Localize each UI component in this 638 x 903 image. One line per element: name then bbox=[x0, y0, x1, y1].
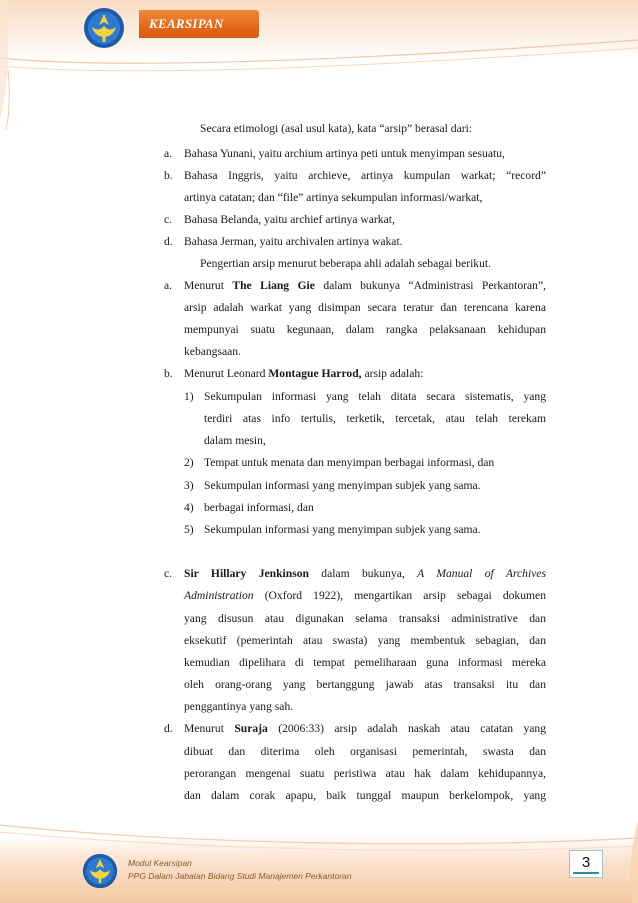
list-item-continuation: artinya catatan; dan “file” artinya sekumpulan informasi/warkat, bbox=[184, 191, 483, 204]
sub-item-continuation: dalam mesin, bbox=[204, 434, 266, 447]
author-name: Sir Hillary Jenkinson bbox=[184, 567, 309, 580]
sub-item: berbagai informasi, dan bbox=[204, 501, 314, 514]
sub-item-number: 2) bbox=[184, 456, 194, 469]
definition-a-line: mempunyai suatu kegunaan, dalam rangka pelaksanaan kehidupan bbox=[184, 323, 546, 336]
definition-d-line: dan dalam corak apapu, baik tunggal maupun berkelompok, yang bbox=[184, 789, 546, 802]
list-item: Bahasa Inggris, yaitu archieve, artinya kumpulan warkat; “record” bbox=[184, 169, 546, 182]
footer-module-title: Modul Kearsipan bbox=[128, 858, 192, 868]
sub-item: Sekumpulan informasi yang menyimpan subjek yang sama. bbox=[204, 523, 481, 536]
sub-item: Sekumpulan informasi yang menyimpan subjek yang sama. bbox=[204, 479, 481, 492]
definition-a-line: Menurut The Liang Gie dalam bukunya “Administrasi Perkantoran”, bbox=[184, 279, 546, 292]
sub-item: Sekumpulan informasi yang telah ditata secara sistematis, yang bbox=[204, 390, 546, 403]
sub-item-number: 5) bbox=[184, 523, 194, 536]
list-marker: b. bbox=[164, 367, 173, 380]
list-marker: d. bbox=[164, 235, 173, 248]
list-marker: b. bbox=[164, 169, 173, 182]
list-marker: a. bbox=[164, 147, 173, 160]
intro-sentence: Secara etimologi (asal usul kata), kata “arsip” berasal dari: bbox=[200, 122, 473, 135]
definition-b-line: Menurut Leonard Montague Harrod, arsip adalah: bbox=[184, 367, 424, 380]
definitions-intro: Pengertian arsip menurut beberapa ahli adalah sebagai berikut. bbox=[200, 257, 492, 270]
definition-c-line: Administration (Oxford 1922), mengartikan arsip sebagai dokumen bbox=[184, 589, 546, 602]
list-item: Bahasa Yunani, yaitu archium artinya peti untuk menyimpan sesuatu, bbox=[184, 147, 505, 160]
book-title: Administration bbox=[184, 589, 254, 602]
list-marker: a. bbox=[164, 279, 173, 292]
definition-d-line: perorangan mengenai suatu peristiwa atau hak dalam kehidupannya, bbox=[184, 767, 546, 780]
list-item: Bahasa Jerman, yaitu archivalen artinya wakat. bbox=[184, 235, 403, 248]
definition-d-line: dibuat dan diterima oleh organisasi pemerintah, swasta dan bbox=[184, 745, 546, 758]
definition-d-line: Menurut Suraja (2006:33) arsip adalah naskah atau catatan yang bbox=[184, 722, 546, 735]
definition-a-line: kebangsaan. bbox=[184, 345, 241, 358]
list-marker: c. bbox=[164, 567, 173, 580]
sub-item-number: 3) bbox=[184, 479, 194, 492]
list-item: Bahasa Belanda, yaitu archief artinya warkat, bbox=[184, 213, 395, 226]
sub-item: Tempat untuk menata dan menyimpan berbagai informasi, dan bbox=[204, 456, 495, 469]
page-number: 3 bbox=[569, 850, 603, 878]
author-name: The Liang Gie bbox=[232, 279, 315, 292]
header-title: KEARSIPAN bbox=[139, 10, 259, 38]
definition-c-line: yang disusun atau digunakan selama transaksi administrative dan bbox=[184, 612, 546, 625]
list-marker: d. bbox=[164, 722, 173, 735]
list-marker: c. bbox=[164, 213, 173, 226]
sub-item-number: 4) bbox=[184, 501, 194, 514]
author-name: Suraja bbox=[234, 722, 268, 735]
definition-c-line: eksekutif (pemerintah atau swasta) yang membentuk sebagian, dan bbox=[184, 634, 546, 647]
definition-c-line: penggantinya yang sah. bbox=[184, 700, 294, 713]
definition-c-line: Sir Hillary Jenkinson dalam bukunya, A Manual of Archives bbox=[184, 567, 546, 580]
footer-program-title: PPG Dalam Jabatan Bidang Studi Manajemen Perkantoran bbox=[128, 871, 352, 881]
definition-c-line: kemudian dipelihara di tempat pemeliharaan guna informasi mereka bbox=[184, 656, 546, 669]
author-name: Montague Harrod, bbox=[268, 367, 362, 380]
definition-a-line: arsip adalah warkat yang disimpan secara teratur dan terencana karena bbox=[184, 301, 546, 314]
definition-c-line: oleh orang-orang yang bertanggung jawab atas transaksi itu dan bbox=[184, 678, 546, 691]
sub-item-continuation: terdiri atas info tertulis, terketik, tercetak, atau telah terekam bbox=[204, 412, 546, 425]
book-title: A Manual of Archives bbox=[417, 567, 546, 580]
sub-item-number: 1) bbox=[184, 390, 194, 403]
